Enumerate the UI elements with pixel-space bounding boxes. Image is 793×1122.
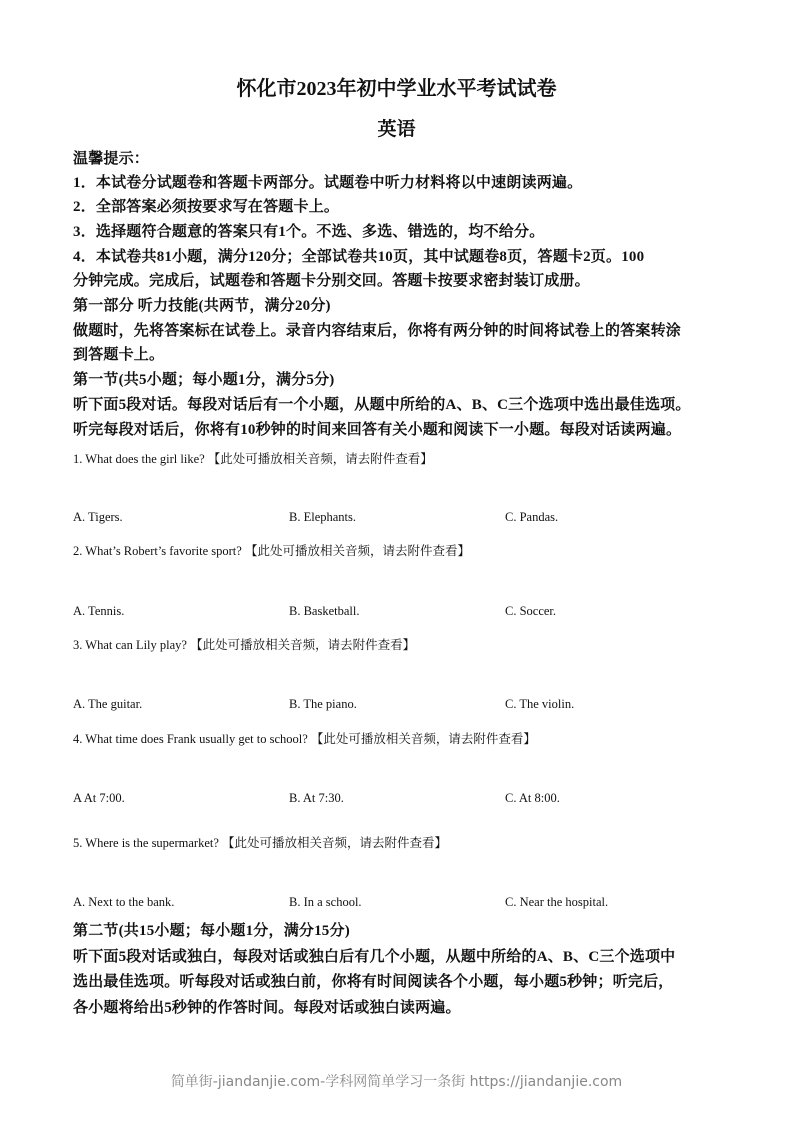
- part1-instruction: 做题时，先将答案标在试卷上。录音内容结束后，你将有两分钟的时间将试卷上的答案转涂: [73, 323, 682, 339]
- option-b: B. The piano.: [289, 697, 357, 711]
- question-4: 4. What time does Frank usually get to school? 【此处可播放相关音频，请去附件查看】: [73, 732, 536, 746]
- section1-instruction: 听下面5段对话。每段对话后有一个小题，从题中所给的A、B、C三个选项中选出最佳选项。: [73, 397, 691, 413]
- footer-watermark: 简单街-jiandanjie.com-学科网简单学习一条街 https://jiandanjie.com: [170, 1074, 623, 1090]
- part1-instruction: 到答题卡上。: [73, 347, 165, 363]
- notice-item: 3．选择题符合题意的答案只有1个。不选、多选、错选的，均不给分。: [73, 224, 545, 240]
- question-5: 5. Where is the supermarket? 【此处可播放相关音频，请去附件查看】: [73, 836, 448, 850]
- subject-title: 英语: [377, 119, 416, 140]
- option-a: A. The guitar.: [73, 697, 143, 711]
- option-c: C. Soccer.: [505, 604, 557, 618]
- section2-instruction: 各小题将给出5秒钟的作答时间。每段对话或独白读两遍。: [73, 1000, 461, 1016]
- option-c: C. Pandas.: [505, 510, 559, 524]
- question-3: 3. What can Lily play? 【此处可播放相关音频，请去附件查看】: [73, 638, 416, 652]
- section1-heading: 第一节(共5小题；每小题1分，满分5分): [73, 372, 335, 388]
- question-2: 2. What’s Robert’s favorite sport? 【此处可播放相关音频，请去附件查看】: [73, 544, 470, 558]
- section2-instruction: 听下面5段对话或独白，每段对话或独白后有几个小题，从题中所给的A、B、C三个选项中: [73, 949, 676, 965]
- section2-instruction: 选出最佳选项。听每段对话或独白前，你将有时间阅读各个小题，每小题5秒钟；听完后，: [73, 974, 674, 990]
- option-b: B. Elephants.: [289, 510, 357, 524]
- option-c: C. The violin.: [505, 697, 575, 711]
- part1-heading: 第一部分 听力技能(共两节，满分20分): [73, 298, 331, 314]
- option-a: A. Next to the bank.: [73, 895, 175, 909]
- notice-item: 2．全部答案必须按要求写在答题卡上。: [73, 199, 340, 215]
- notice-heading: 温馨提示：: [73, 151, 150, 167]
- option-b: B. In a school.: [289, 895, 362, 909]
- option-a: A. Tigers.: [73, 510, 123, 524]
- option-b: B. Basketball.: [289, 604, 360, 618]
- notice-item: 1．本试卷分试题卷和答题卡两部分。试题卷中听力材料将以中速朗读两遍。: [73, 175, 583, 191]
- section2-heading: 第二节(共15小题；每小题1分，满分15分): [73, 923, 350, 939]
- notice-item: 分钟完成。完成后，试题卷和答题卡分别交回。答题卡按要求密封装订成册。: [73, 273, 590, 289]
- question-1: 1. What does the girl like? 【此处可播放相关音频，请去附件查看】: [73, 452, 433, 466]
- notice-item: 4．本试卷共81小题，满分120分；全部试卷共10页，其中试题卷8页，答题卡2页。100: [73, 249, 645, 265]
- option-a: A. Tennis.: [73, 604, 125, 618]
- option-b: B. At 7:30.: [289, 791, 344, 805]
- option-a: A At 7:00.: [73, 791, 125, 805]
- option-c: C. Near the hospital.: [505, 895, 609, 909]
- page-title: 怀化市2023年初中学业水平考试试卷: [236, 78, 557, 100]
- option-c: C. At 8:00.: [505, 791, 560, 805]
- section1-instruction: 听完每段对话后，你将有10秒钟的时间来回答有关小题和阅读下一小题。每段对话读两遍。: [73, 422, 682, 438]
